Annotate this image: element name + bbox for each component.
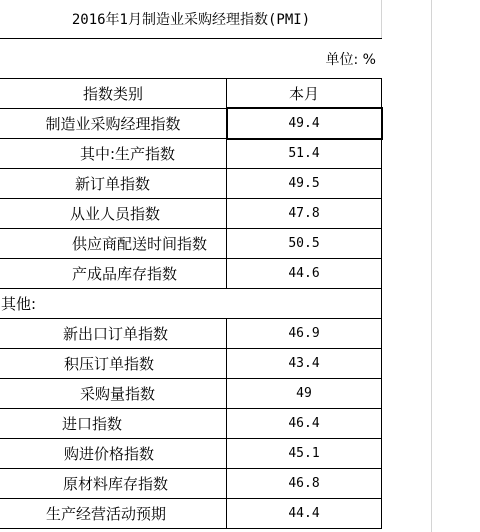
row-label: 产成品库存指数 xyxy=(72,264,178,283)
header-value: 本月 xyxy=(288,84,319,103)
table-right-border xyxy=(381,78,382,528)
row-value[interactable]: 47.8 xyxy=(288,205,320,221)
row-value[interactable]: 44.4 xyxy=(288,505,320,521)
row-label: 采购量指数 xyxy=(80,384,156,403)
selected-cell[interactable] xyxy=(226,107,383,140)
row-value[interactable]: 49.5 xyxy=(288,175,320,191)
report-title: 2016年1月制造业采购经理指数(PMI) xyxy=(71,12,311,28)
row-label: 生产经营活动预期 xyxy=(46,504,167,523)
row-value[interactable]: 50.5 xyxy=(288,235,320,251)
row-value[interactable]: 44.6 xyxy=(288,265,320,281)
row-label: 新订单指数 xyxy=(75,174,151,193)
row-label: 新出口订单指数 xyxy=(63,324,169,343)
row-value[interactable]: 43.4 xyxy=(288,355,320,371)
row-label: 积压订单指数 xyxy=(64,354,155,373)
row-border xyxy=(0,528,382,529)
row-label: 供应商配送时间指数 xyxy=(72,234,208,253)
grid-line xyxy=(431,0,432,532)
row-value[interactable]: 49.4 xyxy=(288,115,320,131)
unit-label: 单位: % xyxy=(325,51,376,68)
row-label: 制造业采购经理指数 xyxy=(45,114,181,133)
header-category: 指数类别 xyxy=(82,84,143,103)
section-label: 其他: xyxy=(1,294,37,313)
row-value[interactable]: 46.9 xyxy=(288,325,320,341)
row-label: 购进价格指数 xyxy=(64,444,155,463)
row-label: 原材料库存指数 xyxy=(63,474,169,493)
row-value[interactable]: 46.4 xyxy=(288,415,320,431)
row-label: 从业人员指数 xyxy=(70,204,161,223)
row-value[interactable]: 51.4 xyxy=(288,145,320,161)
row-value[interactable]: 46.8 xyxy=(288,475,320,491)
row-label: 进口指数 xyxy=(62,414,123,433)
row-value[interactable]: 49 xyxy=(296,385,312,401)
row-label: 其中:生产指数 xyxy=(80,144,176,163)
row-value[interactable]: 45.1 xyxy=(288,445,320,461)
